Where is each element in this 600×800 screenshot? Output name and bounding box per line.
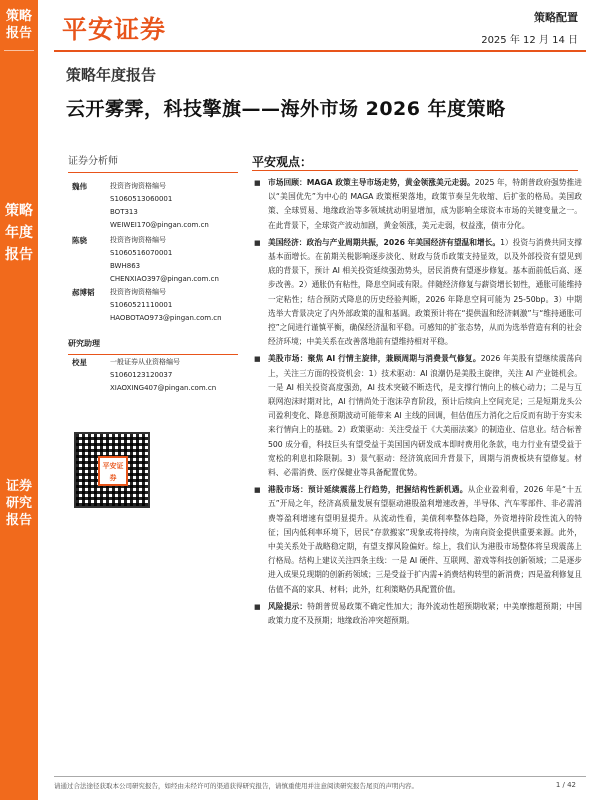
company-logo: 平安证券	[62, 15, 167, 44]
viewpoint-item: ■ 市场回顾：MAGA 政策主导市场走势，黄金领涨美元走弱。2025 年，特朗普政府强势推进以“美国优先”为中心的 MAGA 政策框架落地，政策节奏呈先收缩、后扩张的格局。美国政策、全球贸易、地缘政治等多领域扰动明显增加，成为影响全球资本市场的关键变量之一。在此背景下，全球资产波动加剧，黄金领涨，美元走弱，权益涨，债市分化。	[254, 176, 582, 233]
viewpoint-item: ■ 港股市场：预计延续震荡上行趋势，把握结构性新机遇。从企业盈利看，2026 年是“十五五”开局之年，经济高质量发展有望驱动港股盈利增速改善，半导体、汽车零部件、非必需消费等盈利增速有望明显提升。从流动性看，美债利率整体趋降，外资增持阶段性流入的特征；国内低利率环境下，居民“存款搬家”现象或将持续，为南向资金提供重要来源。此外，中美关系处于战略稳定期，有望支撑风险偏好。综上，我们认为港股市场整体将呈现震荡上行格局。结构上建议关注四条主线：一是 AI 硬件、互联网、游戏等科技创新领域；二是逐步进入成果兑现期的创新药领域；三是受益于扩内需+消费结构转型的新消费；四是盈利修复且估值不高的家具、材料；此外，红利策略仍具配置价值。	[254, 483, 582, 597]
analysts-header: 证券分析师	[68, 152, 238, 173]
viewpoint-item: ■ 风险提示：特朗普贸易政策不确定性加大；海外流动性超预期收紧；中美摩擦超预期；中国政策力度不及预期；地缘政治冲突超预期。	[254, 600, 582, 628]
analyst-email[interactable]: WEIWEI170@pingan.com.cn	[110, 221, 209, 229]
analyst-email[interactable]: HAOBOTAO973@pingan.com.cn	[110, 314, 222, 322]
assistant-name: 校星	[72, 358, 87, 367]
report-type: 策略配置	[534, 11, 578, 24]
viewpoint-item: ■ 美股市场：聚焦 AI 行情主旋律，兼顾周期与消费景气修复。2026 年美股有望继续震荡向上，关注三方面的投资机会：1）技术驱动：AI 浪潮仍是美股主旋律，关注 AI 产业链机会。一是 AI 相关投资高度强劲，AI 技术突破不断迭代，是支撑行情向上的核心动力；二是与互联网泡沫时期对比，AI 行情尚处于泡沫孕育阶段，预计后续向上空间充足；三是短期龙头公司盈利变化、降息预期波动可能带来 AI 主线的回调，但估值压力消化之后反而有助于夯实未来行情向上的基础。2）政策驱动：关注受益于《大美丽法案》的制造业、信息业。结合标普 500 成分看，科技巨头有望受益于美国国内研发成本即时费用化条款，电力行业有望受益于宽松的利息扣除限制。3）景气驱动：经济筑底回升背景下，周期与消费板块有望修复。材料、必需消费、医疗保健业等具备配置优势。	[254, 352, 582, 480]
sidebar-label-middle: 策略 年度 报告	[5, 203, 33, 263]
analyst-email[interactable]: CHENXIAO397@pingan.com.cn	[110, 275, 219, 283]
page-number: 1 / 42	[555, 781, 576, 789]
viewpoint-item: ■ 美国经济：政治与产业周期共振，2026 年美国经济有望温和增长。1）投资与消费共同支撑基本面增长。在前期关税影响逐步淡化、财政与货币政策支持显效，以及外部投资有望见到底的背景下，预计 AI 相关投资延续强劲势头，居民消费有望逐步修复。基本面前低后高、逐步改善。2）通胀仍有粘性，降息空间或有限。伴随经济修复与薪资增长韧性，通胀可能维持一定粘性；结合预防式降息的历史经验判断，2026 年降息空间可能为 25-50bp。3）中期选举大背景决定了内外部政策的温和基调。政策预计将在“提供温和经济刺激”与“维持通胀可控”之间进行谨慎平衡，确保经济温和平稳。可感知的扩张态势，从而为选举营造有利的社会经济环境；中美关系在改善落地前有望维持相对平稳。	[254, 236, 582, 350]
sidebar-label-top: 策略 报告	[5, 9, 32, 41]
analyst-name: 郝博韬	[72, 288, 95, 297]
report-subtitle: 策略年度报告	[66, 66, 157, 84]
analyst-card: 陈骁 投资咨询资格编号 S1060516070001 BWH863 CHENXIAO397@pingan.com.cn	[72, 234, 242, 286]
analyst-card: 魏伟 投资咨询资格编号 S1060513060001 BOT313 WEIWEI170@pingan.com.cn	[72, 180, 242, 232]
footer-disclaimer: 请通过合法途径获取本公司研究报告，如经由未经许可的渠道获得研究报告，请慎重使用并注意阅读研究报告尾页的声明内容。	[54, 782, 418, 790]
qr-logo-stamp: 平安证券	[98, 456, 128, 486]
assistant-card: 校星 一般证券从业资格编号 S1060123120037 XIAOXING407@pingan.com.cn	[72, 356, 242, 395]
footer-divider	[54, 776, 586, 777]
left-sidebar	[0, 0, 38, 800]
report-title: 云开雾霁，科技擎旗——海外市场 2026 年度策略	[66, 98, 506, 120]
header-divider	[54, 50, 586, 52]
assistant-email[interactable]: XIAOXING407@pingan.com.cn	[110, 384, 217, 392]
analyst-name: 陈骁	[72, 236, 87, 245]
assistant-header: 研究助理	[68, 338, 238, 355]
viewpoint-list	[254, 176, 582, 631]
sidebar-divider	[4, 50, 34, 51]
viewpoint-divider	[252, 170, 578, 171]
report-date: 2025 年 12 月 14 日	[481, 35, 578, 46]
analyst-name: 魏伟	[72, 182, 87, 191]
viewpoint-header: 平安观点：	[252, 155, 313, 169]
sidebar-label-bottom: 证券 研究 报告	[5, 479, 32, 528]
analyst-card: 郝博韬 投资咨询资格编号 S1060521110001 HAOBOTAO973@pingan.com.cn	[72, 286, 242, 325]
